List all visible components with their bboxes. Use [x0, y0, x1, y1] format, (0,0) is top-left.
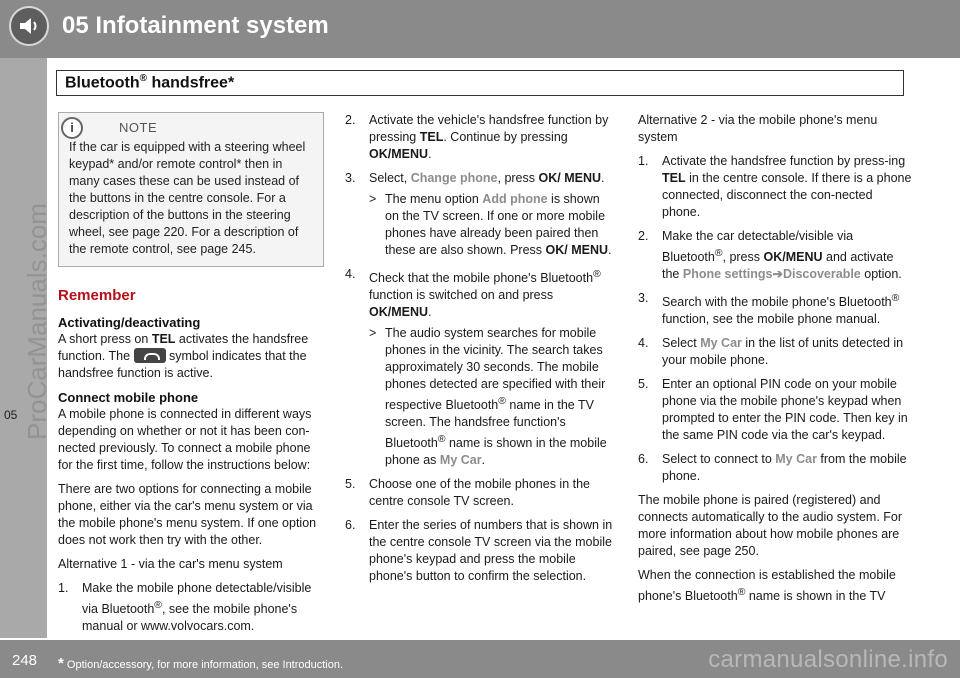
list-item: 6. Select to connect to My Car from the mobile phone.	[638, 452, 907, 484]
paragraph-alt2: Alternative 2 - via the mobile phone's menu system	[638, 113, 878, 144]
page-number: 248	[12, 652, 38, 669]
paragraph-alt1: Alternative 1 - via the car's menu system	[58, 557, 283, 571]
column-2	[345, 112, 615, 592]
note-label: NOTE	[119, 120, 158, 135]
list-item: 3. Search with the mobile phone's Bluetooth® function, see the mobile phone manual.	[638, 291, 900, 327]
paragraph-paired: The mobile phone is paired (registered) and connects automatically to the audio system. For more information about how mobile phones are paired, see page 250.	[638, 493, 903, 559]
bottom-watermark: carmanualsonline.info	[708, 646, 948, 673]
phone-handset-icon	[134, 348, 166, 363]
list-item: 3. Select, Change phone, press OK/ MENU. > The menu option Add phone is shown on the TV screen. If one or more mobile phones have already been paired then these are also shown. Press OK/ MENU.	[345, 170, 615, 259]
list-item: 2. Activate the vehicle's handsfree function by pressing TEL. Continue by pressing OK/MENU.	[345, 113, 609, 161]
vertical-watermark: ProCarManuals.com	[22, 203, 52, 440]
registered-mark: ®	[139, 73, 148, 84]
page-footer	[0, 640, 960, 678]
list-item: 5. Choose one of the mobile phones in the centre console TV screen.	[345, 477, 590, 509]
list-item: 1. Activate the handsfree function by press-ing TEL in the centre console. If there is a phone connected, disconnect the con-nected phone.	[638, 154, 912, 219]
list-item: 5. Enter an optional PIN code on your mobile phone via the mobile phone's keypad when prompted to enter the PIN code. Then key in the same PIN code via the car's keypad.	[638, 377, 908, 443]
chapter-header	[0, 0, 960, 58]
speaker-icon	[9, 6, 49, 46]
list-item: 4. Check that the mobile phone's Bluetooth® function is switched on and press OK/MENU. > The audio system searches for mobile phones in the vicinity. The search takes approximately 30 seconds. The mobile phones detected are specified with their respective Bluetooth® name in the TV screen. The handsfree function's Bluetooth® name is shown in the mobile phone as My Car.	[345, 266, 615, 469]
paragraph-activating: A short press on TEL activates the handsfree function. The symbol indicates that the handsfree function is active.	[58, 332, 309, 380]
side-tab-chapter-number: 05	[4, 408, 18, 422]
subheading-activating: Activating/deactivating	[58, 315, 201, 330]
paragraph-options: There are two options for connecting a mobile phone, either via the car's menu system or via the mobile phone's menu system. If one option does not work then try with the other.	[58, 482, 317, 547]
section-title-suffix: handsfree*	[147, 74, 235, 92]
column-3	[638, 112, 913, 612]
section-header	[56, 70, 904, 96]
section-title-text: Bluetooth	[65, 74, 140, 92]
note-box	[58, 112, 324, 267]
list-subitem: > The audio system searches for mobile phones in the vicinity. The search takes approximately 30 seconds. The mobile phones detected are specified with their respective Bluetooth® name in the TV screen. The handsfree function's Bluetooth® name is shown in the mobile phone as My Car.	[369, 326, 607, 468]
paragraph-connection: When the connection is established the mobile phone's Bluetooth® name is shown in the TV	[638, 568, 896, 604]
paragraph-connect: A mobile phone is connected in different ways depending on whether or not it has been con-nected previously. To connect a mobile phone for the first time, follow the instructions below:	[58, 407, 312, 472]
column-1	[58, 112, 324, 642]
subheading-connect: Connect mobile phone	[58, 390, 199, 405]
list-item: 6. Enter the series of numbers that is shown in the centre console TV screen via the mobile phone's keypad and press the mobile phone's button to confirm the selection.	[345, 518, 613, 584]
footnote: * Option/accessory, for more information, see Introduction.	[58, 655, 344, 672]
list-item: 2. Make the car detectable/visible via Bluetooth®, press OK/MENU and activate the Phone settings➔Discoverable option.	[638, 229, 902, 282]
list-item: 4. Select My Car in the list of units detected in your mobile phone.	[638, 336, 904, 368]
list-subitem: > The menu option Add phone is shown on the TV screen. If one or more mobile phones have already been paired then these are also shown. Press OK/ MENU.	[369, 192, 612, 257]
heading-remember: Remember	[58, 287, 136, 304]
note-text: If the car is equipped with a steering wheel keypad* and/or remote control* then in many cases these can be used instead of the buttons in the centre console. For a description of the buttons in the steering wheel, see page 220. For a description of the remote control, see page 245.	[69, 140, 306, 256]
info-icon: i	[61, 117, 83, 139]
section-title	[65, 73, 234, 92]
chapter-title: 05 Infotainment system	[62, 12, 329, 39]
list-item: 1. Make the mobile phone detectable/visible via Bluetooth®, see the mobile phone's manual or www.volvocars.com.	[58, 581, 312, 634]
